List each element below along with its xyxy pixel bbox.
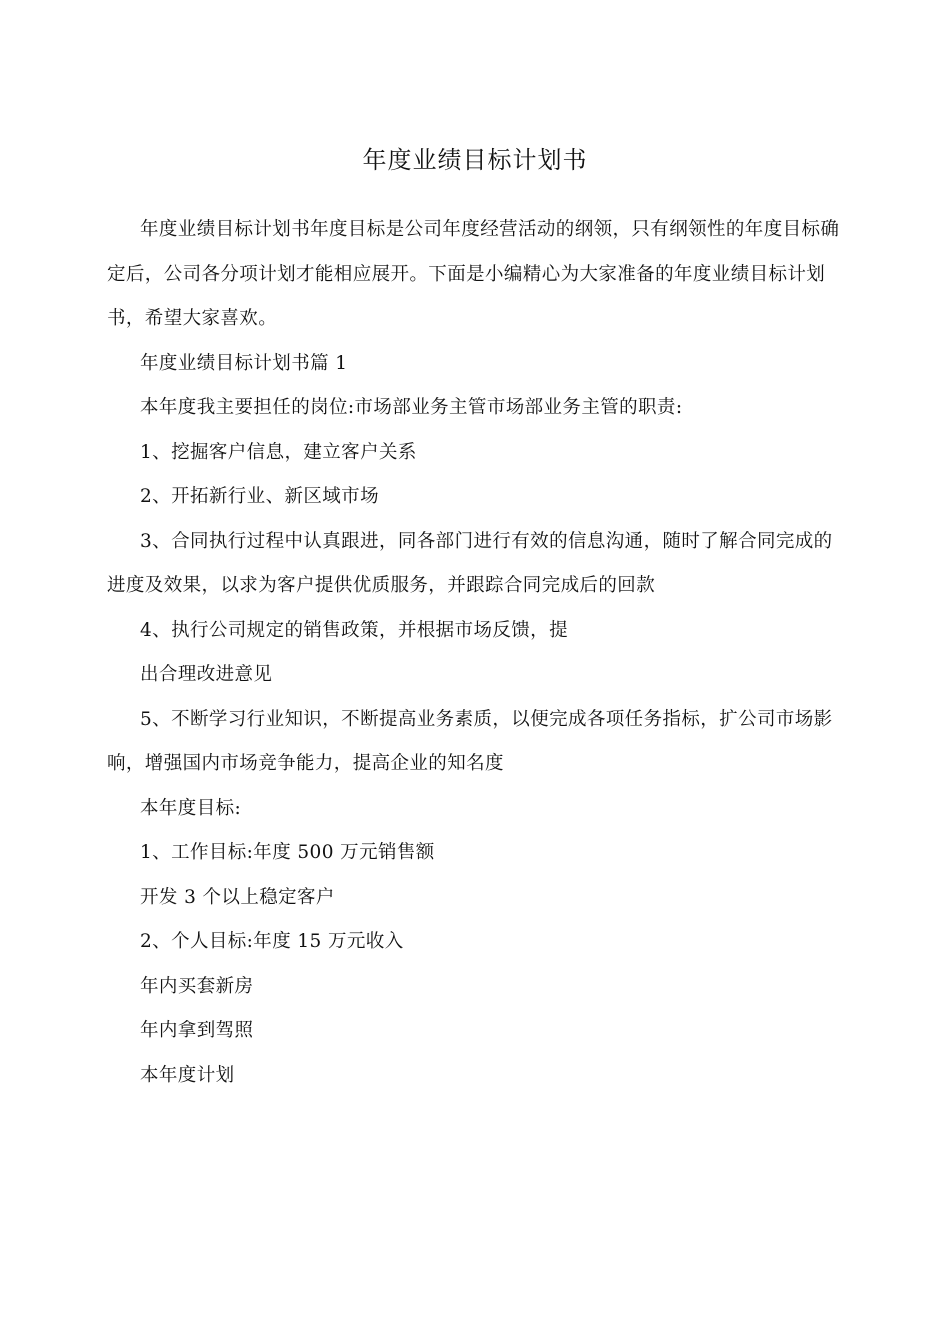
intro-paragraph: 年度业绩目标计划书年度目标是公司年度经营活动的纲领，只有纲领性的年度目标确定后，公司各分项计划才能相应展开。下面是小编精心为大家准备的年度业绩目标计划书，希望大家喜欢。: [107, 219, 840, 329]
duty-item-1: 1、挖掘客户信息，建立客户关系: [140, 441, 417, 463]
duty-item-5: 5、不断学习行业知识，不断提高业务素质，以便完成各项任务指标，扩公司市场影响，增强国内市场竞争能力，提高企业的知名度: [107, 708, 833, 774]
plan-heading: 本年度计划: [140, 1064, 235, 1086]
goal-item-2-detail-license: 年内拿到驾照: [140, 1020, 254, 1041]
goal-item-2-detail-house: 年内买套新房: [140, 975, 254, 997]
duty-item-4: 4、执行公司规定的销售政策，并根据市场反馈，提: [140, 619, 568, 641]
goal-item-2: 2、个人目标:年度 15 万元收入: [140, 931, 404, 952]
document-body: [107, 208, 843, 1098]
duty-item-4-continued: 出合理改进意见: [140, 664, 273, 685]
document-title: 年度业绩目标计划书: [362, 146, 588, 174]
section-heading: 年度业绩目标计划书篇 1: [140, 352, 348, 374]
goal-item-1: 1、工作目标:年度 500 万元销售额: [140, 842, 435, 863]
duty-item-3: 3、合同执行过程中认真跟进，同各部门进行有效的信息沟通，随时了解合同完成的进度及效果，以求为客户提供优质服务，并跟踪合同完成后的回款: [107, 530, 833, 596]
position-paragraph: 本年度我主要担任的岗位:市场部业务主管市场部业务主管的职责:: [140, 397, 683, 418]
duty-item-2: 2、开拓新行业、新区域市场: [140, 486, 379, 507]
goals-heading: 本年度目标:: [140, 797, 242, 819]
goal-item-1-detail: 开发 3 个以上稳定客户: [140, 886, 335, 908]
